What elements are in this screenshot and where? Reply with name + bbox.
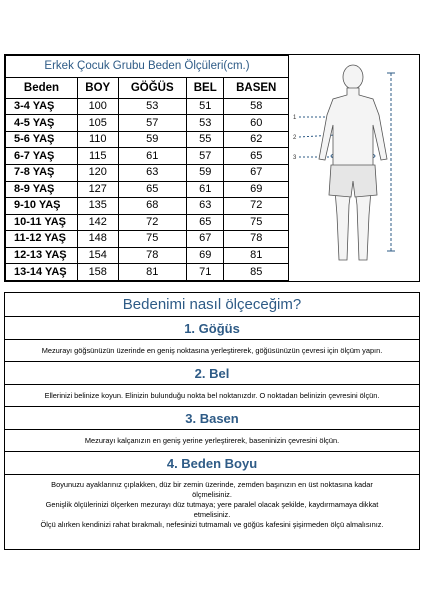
measurement-cell: 78 bbox=[224, 231, 289, 248]
section-text-height bbox=[5, 475, 419, 539]
measurement-cell: 60 bbox=[224, 115, 289, 132]
measurement-cell: 68 bbox=[118, 198, 186, 215]
table-row bbox=[6, 214, 289, 231]
measurement-cell: 69 bbox=[186, 247, 224, 264]
size-label-cell: 7-8 YAŞ bbox=[6, 164, 78, 181]
marker-label: 2 bbox=[293, 135, 297, 141]
section-heading-waist: 2. Bel bbox=[5, 362, 419, 385]
section-text-chest: Mezurayı göğsünüzün üzerinde en geniş noktasına yerleştirerek, göğüsünüzün çevresi için ölçüm yapın. bbox=[5, 340, 419, 362]
measurement-cell: 71 bbox=[186, 264, 224, 281]
size-label-cell: 8-9 YAŞ bbox=[6, 181, 78, 198]
measurement-cell: 65 bbox=[224, 148, 289, 165]
table-row bbox=[6, 181, 289, 198]
size-table-title: Erkek Çocuk Grubu Beden Ölçüleri(cm.) bbox=[6, 56, 289, 78]
table-caption-row bbox=[6, 56, 289, 78]
measurement-cell: 61 bbox=[118, 148, 186, 165]
measurement-cell: 85 bbox=[224, 264, 289, 281]
measurement-cell: 127 bbox=[78, 181, 119, 198]
size-label-cell: 11-12 YAŞ bbox=[6, 231, 78, 248]
measurement-cell: 53 bbox=[186, 115, 224, 132]
section-text-hip: Mezurayı kalçanızın en geniş yerine yerleştirerek, baseninizin çevresini ölçün. bbox=[5, 430, 419, 452]
table-row bbox=[6, 164, 289, 181]
measurement-cell: 81 bbox=[118, 264, 186, 281]
measurement-cell: 62 bbox=[224, 131, 289, 148]
measurement-cell: 51 bbox=[186, 98, 224, 115]
marker-label: 1 bbox=[293, 115, 297, 121]
text-line: ölçmelisiniz. bbox=[192, 490, 232, 499]
section-text-waist: Ellerinizi belinize koyun. Elinizin bulunduğu nokta bel noktanızdır. O noktadan belinizin çevresini ölçün. bbox=[5, 385, 419, 407]
measurement-figure bbox=[289, 55, 419, 281]
size-table bbox=[5, 55, 289, 281]
text-line: etmelisiniz. bbox=[193, 510, 231, 519]
size-label-cell: 3-4 YAŞ bbox=[6, 98, 78, 115]
measurement-cell: 115 bbox=[78, 148, 119, 165]
measurement-cell: 154 bbox=[78, 247, 119, 264]
table-row bbox=[6, 98, 289, 115]
measurement-cell: 65 bbox=[118, 181, 186, 198]
measurement-guide bbox=[4, 292, 420, 550]
section-heading-height: 4. Beden Boyu bbox=[5, 452, 419, 475]
measurement-cell: 69 bbox=[224, 181, 289, 198]
table-header-row bbox=[6, 78, 289, 98]
measurement-cell: 65 bbox=[186, 214, 224, 231]
size-label-cell: 4-5 YAŞ bbox=[6, 115, 78, 132]
measurement-cell: 148 bbox=[78, 231, 119, 248]
section-heading-chest: 1. Göğüs bbox=[5, 317, 419, 340]
column-header: BEL bbox=[186, 78, 224, 98]
measurement-cell: 142 bbox=[78, 214, 119, 231]
text-line: Genişlik ölçülerinizi ölçerken mezurayı düz tutmaya; yere paralel olacak şekilde, kaydırmamaya dikkat bbox=[45, 500, 379, 509]
measurement-cell: 63 bbox=[186, 198, 224, 215]
marker-label: 3 bbox=[293, 155, 297, 161]
measurement-cell: 55 bbox=[186, 131, 224, 148]
guide-title: Bedenimi nasıl ölçeceğim? bbox=[5, 293, 419, 317]
measurement-cell: 53 bbox=[118, 98, 186, 115]
measurement-cell: 78 bbox=[118, 247, 186, 264]
size-label-cell: 10-11 YAŞ bbox=[6, 214, 78, 231]
size-label-cell: 9-10 YAŞ bbox=[6, 198, 78, 215]
measurement-cell: 59 bbox=[186, 164, 224, 181]
text-line: Ölçü alırken kendinizi rahat bırakmalı, nefesinizi tutmamalı ve göğüs kafesini şişirmeden ölçü almalısınız. bbox=[40, 520, 384, 529]
table-row bbox=[6, 198, 289, 215]
table-row bbox=[6, 148, 289, 165]
size-chart-panel bbox=[4, 54, 420, 282]
measurement-cell: 72 bbox=[118, 214, 186, 231]
table-row bbox=[6, 115, 289, 132]
size-label-cell: 13-14 YAŞ bbox=[6, 264, 78, 281]
measurement-cell: 63 bbox=[118, 164, 186, 181]
measurement-cell: 57 bbox=[186, 148, 224, 165]
column-header: BOY bbox=[78, 78, 119, 98]
measurement-cell: 57 bbox=[118, 115, 186, 132]
size-label-cell: 5-6 YAŞ bbox=[6, 131, 78, 148]
measurement-cell: 158 bbox=[78, 264, 119, 281]
text-line: Boyunuzu ayaklarınız çıplakken, düz bir zemin üzerinde, zemden başınızın en üst noktasına kadar bbox=[51, 480, 373, 489]
body-figure-icon bbox=[289, 55, 419, 281]
measurement-cell: 135 bbox=[78, 198, 119, 215]
column-header: BASEN bbox=[224, 78, 289, 98]
section-heading-hip: 3. Basen bbox=[5, 407, 419, 430]
measurement-cell: 58 bbox=[224, 98, 289, 115]
table-row bbox=[6, 131, 289, 148]
measurement-cell: 75 bbox=[118, 231, 186, 248]
table-row bbox=[6, 247, 289, 264]
size-label-cell: 12-13 YAŞ bbox=[6, 247, 78, 264]
measurement-cell: 120 bbox=[78, 164, 119, 181]
size-label-cell: 6-7 YAŞ bbox=[6, 148, 78, 165]
measurement-cell: 105 bbox=[78, 115, 119, 132]
column-header: GÖĞÜS bbox=[118, 78, 186, 98]
measurement-cell: 67 bbox=[186, 231, 224, 248]
column-header: Beden bbox=[6, 78, 78, 98]
measurement-cell: 61 bbox=[186, 181, 224, 198]
measurement-cell: 67 bbox=[224, 164, 289, 181]
measurement-cell: 75 bbox=[224, 214, 289, 231]
measurement-cell: 100 bbox=[78, 98, 119, 115]
measurement-cell: 110 bbox=[78, 131, 119, 148]
measurement-cell: 59 bbox=[118, 131, 186, 148]
table-row bbox=[6, 264, 289, 281]
measurement-cell: 81 bbox=[224, 247, 289, 264]
table-row bbox=[6, 231, 289, 248]
measurement-cell: 72 bbox=[224, 198, 289, 215]
